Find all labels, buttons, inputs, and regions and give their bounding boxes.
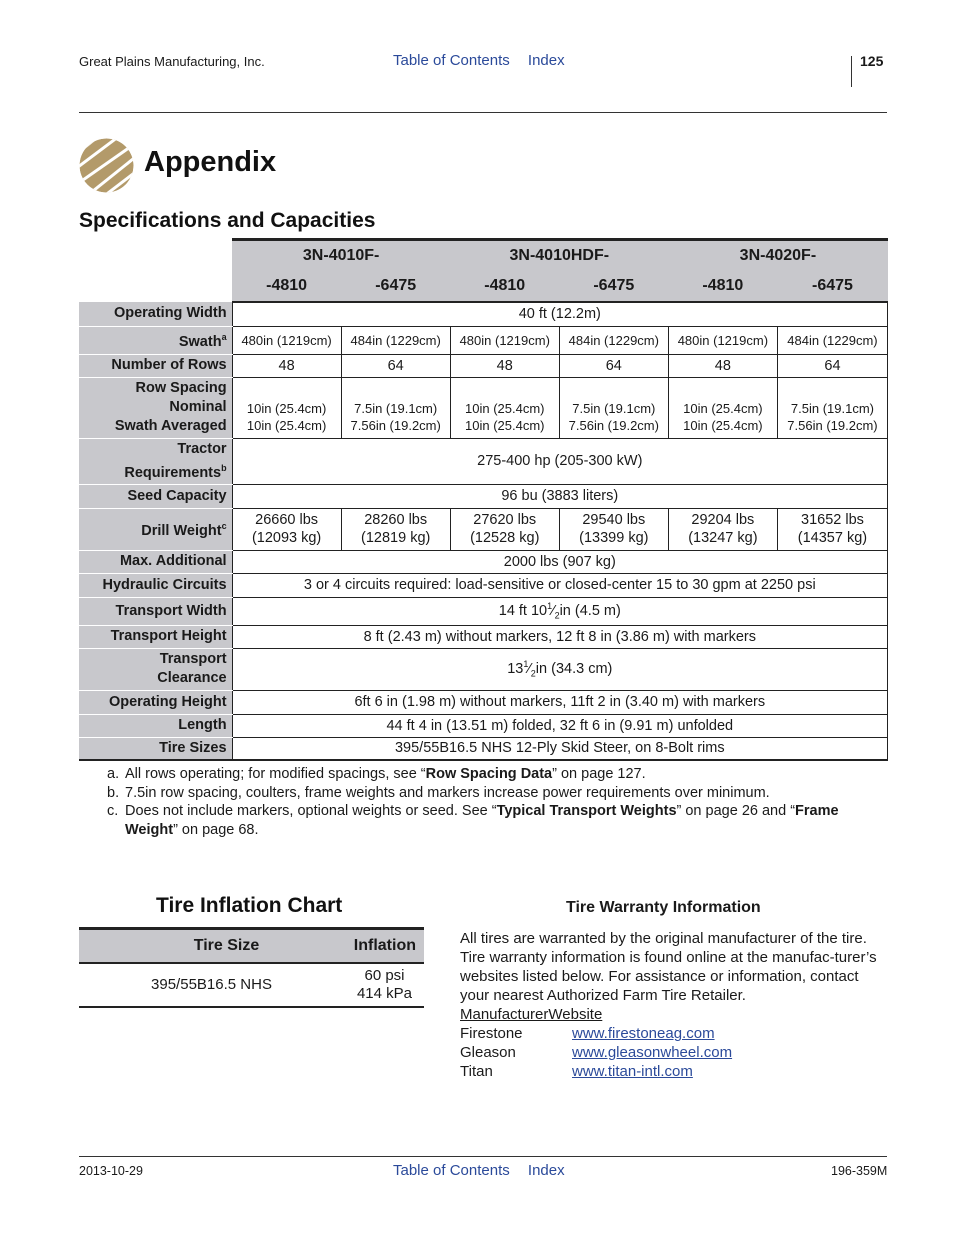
row-value: 40 ft (12.2m) (232, 302, 887, 326)
tire-size-cell: 395/55B16.5 NHS (79, 963, 345, 1007)
row-value: 29204 lbs (13247 kg) (668, 508, 777, 550)
row-label: Length (79, 714, 232, 737)
manufacturer-link[interactable]: www.titan-intl.com (572, 1063, 693, 1080)
index-link[interactable]: Index (527, 52, 565, 69)
row-value: 48 (450, 354, 559, 377)
warranty-title: Tire Warranty Information (566, 899, 761, 916)
row-value: 484in (1229cm) (341, 326, 450, 354)
manufacturer-list-header: ManufacturerWebsite (460, 1006, 603, 1023)
page-number: 125 (860, 53, 884, 69)
row-transport-width (79, 597, 888, 625)
header-nav (393, 52, 579, 69)
variant-header: -6475 (341, 271, 450, 302)
footnotes (107, 765, 867, 839)
row-label: Transport Width (79, 597, 232, 625)
toc-link[interactable]: Table of Contents (393, 1162, 510, 1179)
manufacturer-link[interactable]: www.firestoneag.com (572, 1025, 715, 1042)
row-value: 48 (232, 354, 341, 377)
row-operating-height (79, 690, 888, 714)
manufacturer-name: Firestone (460, 1025, 523, 1042)
row-tractor-requirements (79, 438, 888, 484)
manufacturer-row (460, 1024, 890, 1043)
page-title: Appendix (144, 146, 277, 178)
tire-inflation-title: Tire Inflation Chart (156, 894, 343, 917)
row-drill-weight (79, 508, 888, 550)
manufacturer-row (460, 1043, 890, 1062)
row-transport-clearance (79, 648, 888, 690)
row-value: 8 ft (2.43 m) without markers, 12 ft 8 in (3.86 m) with markers (232, 625, 887, 648)
row-seed-capacity (79, 484, 888, 508)
row-label: Tractor Requirements$^b$ (79, 438, 232, 484)
warranty-text: All tires are warranted by the original manufacturer of the tire. Tire warranty information is found online at the manufac-turer’s websites listed below. For assistance or information, contact your nearest Authorized Farm Tire Retailer. (460, 930, 877, 1004)
row-label: Tire Sizes (79, 737, 232, 760)
row-max-additional (79, 550, 888, 573)
inflation-header: Inflation (345, 929, 424, 964)
row-value: 2000 lbs (907 kg) (232, 550, 887, 573)
row-value: 64 (777, 354, 887, 377)
variant-header: -4810 (232, 271, 341, 302)
row-value: 7.5in (19.1cm) 7.56in (19.2cm) (341, 377, 450, 438)
tire-row (79, 963, 424, 1007)
variant-header-row (79, 271, 888, 302)
row-value: 64 (559, 354, 668, 377)
model-header: 3N-4010HDF- (450, 240, 668, 272)
row-label: Seed Capacity (79, 484, 232, 508)
row-value: 14 ft $10^1⁄_2in$ (4.5 m) (232, 597, 887, 625)
row-number-of-rows (79, 354, 888, 377)
row-value: 484in (1229cm) (777, 326, 887, 354)
row-label: Number of Rows (79, 354, 232, 377)
footnote-b: b. 7.5in row spacing, coulters, frame weights and markers increase power requirements over minimum. (107, 784, 770, 801)
model-header-row (79, 240, 888, 272)
row-label: Transport Height (79, 625, 232, 648)
tire-size-header: Tire Size (79, 929, 345, 964)
tire-header-row (79, 929, 424, 964)
header-rule (79, 112, 887, 113)
row-value: 10in (25.4cm) 10in (25.4cm) (450, 377, 559, 438)
row-operating-width (79, 302, 888, 326)
row-label: Drill Weight$^c$ (79, 508, 232, 550)
row-value: 7.5in (19.1cm) 7.56in (19.2cm) (559, 377, 668, 438)
section-title: Specifications and Capacities (79, 209, 376, 232)
row-value: 7.5in (19.1cm) 7.56in (19.2cm) (777, 377, 887, 438)
manufacturer-link[interactable]: www.gleasonwheel.com (572, 1044, 733, 1061)
header-divider (851, 56, 852, 87)
row-value: 480in (1219cm) (668, 326, 777, 354)
manufacturer-row (460, 1062, 890, 1081)
row-label: Max. Additional (79, 550, 232, 573)
specifications-table (79, 238, 888, 761)
footnote-c: c. Does not include markers, optional weights or seed. See “Typical Transport Weights” on page 26 and “Frame Weight” on page 68. (107, 803, 839, 838)
toc-link[interactable]: Table of Contents (393, 52, 510, 69)
row-value: 6ft 6 in (1.98 m) without markers, 11ft 2 in (3.40 m) with markers (232, 690, 887, 714)
row-label: Operating Height (79, 690, 232, 714)
row-value: 10in (25.4cm) 10in (25.4cm) (232, 377, 341, 438)
row-value: 27620 lbs (12528 kg) (450, 508, 559, 550)
row-value: 275-400 hp (205-300 kW) (232, 438, 887, 484)
company-name: Great Plains Manufacturing, Inc. (79, 54, 265, 69)
row-value: $13^1⁄_2in$ (34.3 cm) (232, 648, 887, 690)
row-label: Transport Clearance (79, 648, 232, 690)
row-value: 31652 lbs (14357 kg) (777, 508, 887, 550)
doc-number: 196-359M (831, 1164, 888, 1178)
row-value: 28260 lbs (12819 kg) (341, 508, 450, 550)
footer-rule (79, 1156, 887, 1157)
row-value: 64 (341, 354, 450, 377)
model-header: 3N-4020F- (668, 240, 887, 272)
row-label: Hydraulic Circuits (79, 573, 232, 597)
row-tire-sizes (79, 737, 888, 760)
inflation-cell: 60 psi 414 kPa (345, 963, 424, 1007)
row-length (79, 714, 888, 737)
warranty-section (460, 929, 890, 1081)
variant-header: -4810 (450, 271, 559, 302)
great-plains-logo-icon (78, 137, 135, 194)
row-label: Swath$^a$ (79, 326, 232, 354)
row-value: 3 or 4 circuits required: load-sensitive or closed-center 15 to 30 gpm at 2250 psi (232, 573, 887, 597)
tire-inflation-table (79, 927, 424, 1008)
variant-header: -6475 (559, 271, 668, 302)
row-value: 480in (1219cm) (450, 326, 559, 354)
row-value: 48 (668, 354, 777, 377)
manufacturer-name: Titan (460, 1063, 493, 1080)
row-value: 26660 lbs (12093 kg) (232, 508, 341, 550)
row-row-spacing (79, 377, 888, 438)
footnote-a: a. All rows operating; for modified spacings, see “Row Spacing Data” on page 127. (107, 766, 646, 782)
row-label: Operating Width (79, 302, 232, 326)
row-hydraulic-circuits (79, 573, 888, 597)
row-value: 44 ft 4 in (13.51 m) folded, 32 ft 6 in (9.91 m) unfolded (232, 714, 887, 737)
row-value: 395/55B16.5 NHS 12-Ply Skid Steer, on 8-Bolt rims (232, 737, 887, 760)
footer-nav (393, 1162, 579, 1179)
row-transport-height (79, 625, 888, 648)
row-label: Row Spacing Nominal Swath Averaged (79, 377, 232, 438)
blank-header-cell (79, 271, 232, 302)
row-swath (79, 326, 888, 354)
manufacturer-name: Gleason (460, 1044, 516, 1061)
variant-header: -6475 (777, 271, 887, 302)
variant-header: -4810 (668, 271, 777, 302)
index-link[interactable]: Index (527, 1162, 565, 1179)
model-header: 3N-4010F- (232, 240, 450, 272)
row-value: 96 bu (3883 liters) (232, 484, 887, 508)
row-value: 29540 lbs (13399 kg) (559, 508, 668, 550)
blank-header-cell (79, 240, 232, 272)
footer-date: 2013-10-29 (79, 1164, 143, 1178)
row-value: 484in (1229cm) (559, 326, 668, 354)
row-value: 480in (1219cm) (232, 326, 341, 354)
row-value: 10in (25.4cm) 10in (25.4cm) (668, 377, 777, 438)
